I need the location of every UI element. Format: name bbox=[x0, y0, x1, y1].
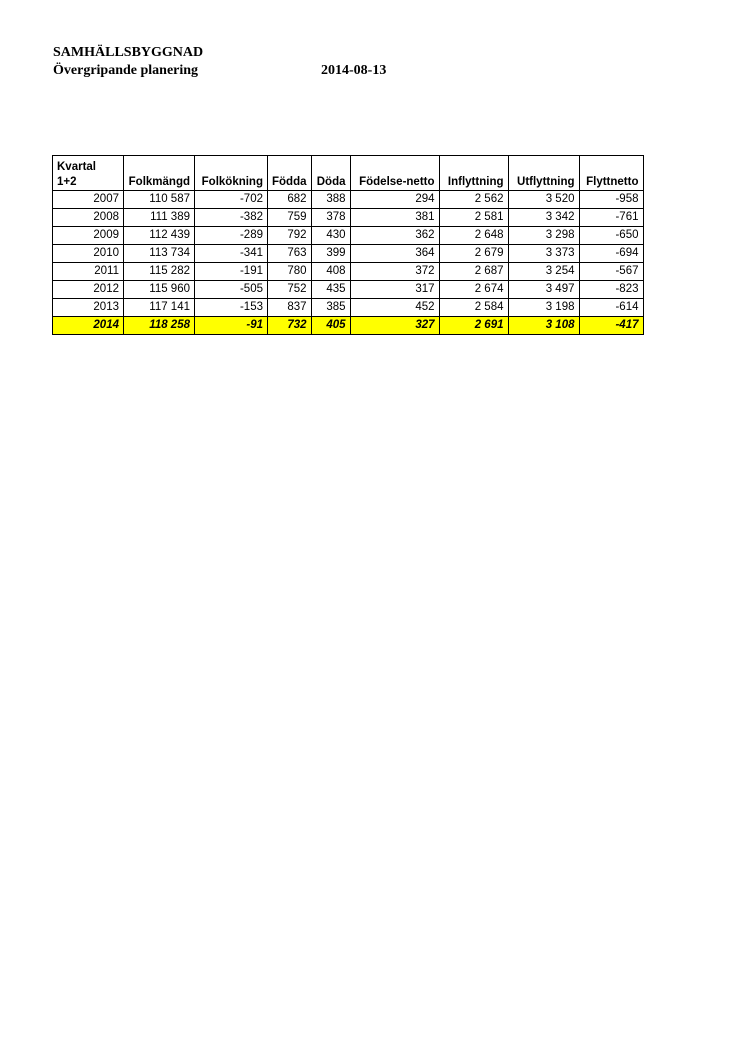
table-row bbox=[53, 263, 644, 281]
table-cell: 763 bbox=[268, 245, 312, 263]
table-row bbox=[53, 227, 644, 245]
table-row bbox=[53, 317, 644, 335]
table-cell: 2 581 bbox=[439, 209, 508, 227]
table-cell: 2012 bbox=[53, 281, 124, 299]
unit-title: Övergripande planering bbox=[53, 63, 199, 78]
table-cell: 3 298 bbox=[508, 227, 579, 245]
department-title: SAMHÄLLSBYGGNAD bbox=[53, 45, 204, 60]
table-cell: 3 497 bbox=[508, 281, 579, 299]
table-cell: 115 960 bbox=[124, 281, 195, 299]
table-cell: -702 bbox=[195, 191, 268, 209]
table-cell: -567 bbox=[579, 263, 643, 281]
table-cell: 732 bbox=[268, 317, 312, 335]
table-row bbox=[53, 209, 644, 227]
column-header-inflyttning: Inflyttning bbox=[439, 156, 508, 191]
table-cell: 3 108 bbox=[508, 317, 579, 335]
table-cell: -958 bbox=[579, 191, 643, 209]
table-cell: 317 bbox=[350, 281, 439, 299]
table-cell: -694 bbox=[579, 245, 643, 263]
table-cell: 780 bbox=[268, 263, 312, 281]
table-cell: 2009 bbox=[53, 227, 124, 245]
table-cell: 2 691 bbox=[439, 317, 508, 335]
table-cell: 2 687 bbox=[439, 263, 508, 281]
table-cell: 2007 bbox=[53, 191, 124, 209]
table-cell: -614 bbox=[579, 299, 643, 317]
table-cell: 2 674 bbox=[439, 281, 508, 299]
column-header-fodda: Födda bbox=[268, 156, 312, 191]
table-cell: 435 bbox=[311, 281, 350, 299]
table-cell: 2013 bbox=[53, 299, 124, 317]
column-header-kvartal bbox=[53, 156, 124, 191]
column-header-flyttnetto: Flyttnetto bbox=[579, 156, 643, 191]
table-cell: 378 bbox=[311, 209, 350, 227]
table-cell: -417 bbox=[579, 317, 643, 335]
table-cell: 118 258 bbox=[124, 317, 195, 335]
table-cell: 3 198 bbox=[508, 299, 579, 317]
table-cell: 2 648 bbox=[439, 227, 508, 245]
table-cell: 117 141 bbox=[124, 299, 195, 317]
table-cell: 792 bbox=[268, 227, 312, 245]
table-cell: -823 bbox=[579, 281, 643, 299]
table-cell: -650 bbox=[579, 227, 643, 245]
table-cell: 111 389 bbox=[124, 209, 195, 227]
table-cell: 2 679 bbox=[439, 245, 508, 263]
table-row bbox=[53, 299, 644, 317]
table-cell: 2008 bbox=[53, 209, 124, 227]
table-cell: 2011 bbox=[53, 263, 124, 281]
table-cell: -761 bbox=[579, 209, 643, 227]
table-cell: -505 bbox=[195, 281, 268, 299]
table-cell: 405 bbox=[311, 317, 350, 335]
table-cell: -382 bbox=[195, 209, 268, 227]
table-cell: 364 bbox=[350, 245, 439, 263]
table-cell: 682 bbox=[268, 191, 312, 209]
table-header-row bbox=[53, 156, 644, 191]
table-cell: 452 bbox=[350, 299, 439, 317]
table-cell: 113 734 bbox=[124, 245, 195, 263]
table-row bbox=[53, 191, 644, 209]
document-date: 2014-08-13 bbox=[321, 63, 387, 78]
table-cell: 408 bbox=[311, 263, 350, 281]
table-cell: 2 584 bbox=[439, 299, 508, 317]
table-cell: -191 bbox=[195, 263, 268, 281]
table-cell: 2014 bbox=[53, 317, 124, 335]
table-cell: 388 bbox=[311, 191, 350, 209]
table-cell: 759 bbox=[268, 209, 312, 227]
table-cell: 115 282 bbox=[124, 263, 195, 281]
table-cell: 110 587 bbox=[124, 191, 195, 209]
column-header-folkmangd: Folkmängd bbox=[124, 156, 195, 191]
column-header-folkokning: Folkökning bbox=[195, 156, 268, 191]
table-cell: 381 bbox=[350, 209, 439, 227]
column-header-utflyttning: Utflyttning bbox=[508, 156, 579, 191]
table-cell: -341 bbox=[195, 245, 268, 263]
table-cell: 2010 bbox=[53, 245, 124, 263]
table-cell: -91 bbox=[195, 317, 268, 335]
column-header-fodelse-netto: Födelse-netto bbox=[350, 156, 439, 191]
table-cell: 3 342 bbox=[508, 209, 579, 227]
table-cell: 327 bbox=[350, 317, 439, 335]
table-cell: 752 bbox=[268, 281, 312, 299]
table-cell: 837 bbox=[268, 299, 312, 317]
table-cell: 2 562 bbox=[439, 191, 508, 209]
table-row bbox=[53, 245, 644, 263]
table-cell: -289 bbox=[195, 227, 268, 245]
column-header-doda: Döda bbox=[311, 156, 350, 191]
table-cell: 3 254 bbox=[508, 263, 579, 281]
table-cell: 294 bbox=[350, 191, 439, 209]
population-table bbox=[52, 155, 644, 335]
table-cell: 362 bbox=[350, 227, 439, 245]
table-cell: 385 bbox=[311, 299, 350, 317]
table-cell: 3 520 bbox=[508, 191, 579, 209]
table-cell: 372 bbox=[350, 263, 439, 281]
table-cell: 3 373 bbox=[508, 245, 579, 263]
column-header-label: Kvartal 1+2 bbox=[57, 161, 96, 188]
table-cell: 112 439 bbox=[124, 227, 195, 245]
table-cell: 399 bbox=[311, 245, 350, 263]
table-cell: 430 bbox=[311, 227, 350, 245]
table-row bbox=[53, 281, 644, 299]
table-cell: -153 bbox=[195, 299, 268, 317]
